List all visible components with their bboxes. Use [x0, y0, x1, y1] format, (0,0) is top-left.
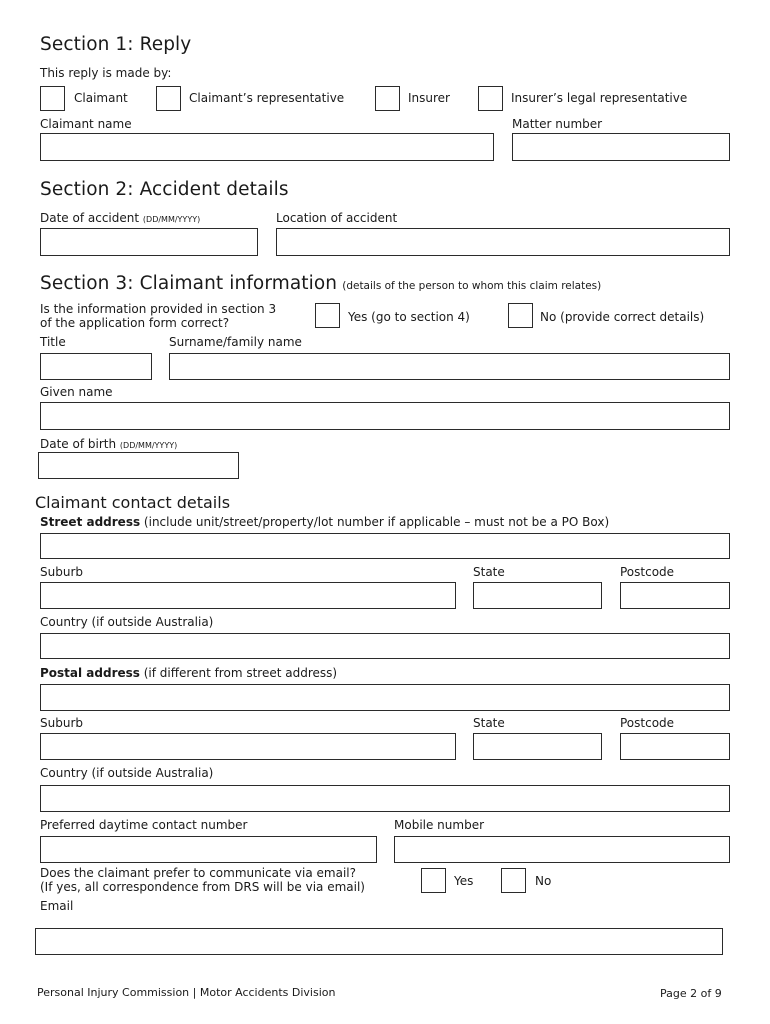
claimant-representative-option-label: Claimant’s representative — [189, 91, 345, 105]
insurer-checkbox[interactable] — [375, 86, 400, 111]
email-preference-yes-checkbox[interactable] — [421, 868, 446, 893]
postal-postcode-field[interactable] — [620, 733, 730, 760]
postal-country-label: Country (if outside Australia) — [40, 766, 214, 780]
claimant-name-field[interactable] — [40, 133, 494, 161]
suburb-field[interactable] — [40, 582, 456, 609]
info-correct-no-checkbox[interactable] — [508, 303, 533, 328]
footer-organisation: Personal Injury Commission | Motor Accidents Division — [37, 986, 336, 999]
email-preference-question: Does the claimant prefer to communicate via email? (If yes, all correspondence from DRS will be via email) — [40, 866, 365, 894]
country-label: Country (if outside Australia) — [40, 615, 214, 629]
postal-postcode-label: Postcode — [620, 716, 675, 730]
matter-number-field[interactable] — [512, 133, 730, 161]
email-field[interactable] — [35, 928, 723, 955]
country-field[interactable] — [40, 633, 730, 659]
claimant-checkbox[interactable] — [40, 86, 65, 111]
claimant-representative-checkbox[interactable] — [156, 86, 181, 111]
postal-state-label: State — [473, 716, 505, 730]
postal-suburb-label: Suburb — [40, 716, 83, 730]
state-label: State — [473, 565, 505, 579]
dob-label: Date of birth (DD/MM/YYYY) — [40, 437, 178, 451]
footer-page-number: Page 2 of 9 — [660, 987, 722, 1000]
postal-state-field[interactable] — [473, 733, 602, 760]
accident-date-label: Date of accident (DD/MM/YYYY) — [40, 211, 201, 225]
section1-heading: Section 1: Reply — [40, 34, 192, 55]
mobile-number-label: Mobile number — [394, 818, 485, 832]
postal-country-field[interactable] — [40, 785, 730, 812]
mobile-number-field[interactable] — [394, 836, 730, 863]
postal-address-label: Postal address (if different from street address) — [40, 666, 338, 680]
claimant-option-label: Claimant — [74, 91, 128, 105]
info-correct-no-label: No (provide correct details) — [540, 310, 705, 324]
accident-date-field[interactable] — [40, 228, 258, 256]
section3-heading: Section 3: Claimant information (details of the person to whom this claim relates) — [40, 273, 602, 294]
info-correct-yes-label: Yes (go to section 4) — [348, 310, 470, 324]
given-name-label: Given name — [40, 385, 113, 399]
given-name-field[interactable] — [40, 402, 730, 430]
suburb-label: Suburb — [40, 565, 83, 579]
email-preference-no-checkbox[interactable] — [501, 868, 526, 893]
email-preference-no-label: No — [535, 874, 552, 888]
daytime-number-field[interactable] — [40, 836, 377, 863]
postal-suburb-field[interactable] — [40, 733, 456, 760]
section2-heading: Section 2: Accident details — [40, 179, 289, 200]
postcode-field[interactable] — [620, 582, 730, 609]
matter-number-label: Matter number — [512, 117, 603, 131]
daytime-number-label: Preferred daytime contact number — [40, 818, 248, 832]
email-preference-yes-label: Yes — [454, 874, 474, 888]
surname-field[interactable] — [169, 353, 730, 380]
contact-heading: Claimant contact details — [35, 493, 231, 512]
email-label: Email — [40, 899, 74, 913]
info-correct-question: Is the information provided in section 3 of the application form correct? — [40, 302, 277, 330]
state-field[interactable] — [473, 582, 602, 609]
title-label: Title — [40, 335, 66, 349]
title-field[interactable] — [40, 353, 152, 380]
accident-location-label: Location of accident — [276, 211, 398, 225]
postcode-label: Postcode — [620, 565, 675, 579]
made-by-label: This reply is made by: — [40, 66, 172, 80]
street-address-field[interactable] — [40, 533, 730, 559]
insurer-legal-representative-option-label: Insurer’s legal representative — [511, 91, 688, 105]
postal-address-field[interactable] — [40, 684, 730, 711]
info-correct-yes-checkbox[interactable] — [315, 303, 340, 328]
street-address-label: Street address (include unit/street/property/lot number if applicable – must not be a PO Box) — [40, 515, 610, 529]
accident-location-field[interactable] — [276, 228, 730, 256]
claimant-name-label: Claimant name — [40, 117, 132, 131]
insurer-option-label: Insurer — [408, 91, 450, 105]
dob-field[interactable] — [38, 452, 239, 479]
surname-label: Surname/family name — [169, 335, 302, 349]
insurer-legal-representative-checkbox[interactable] — [478, 86, 503, 111]
